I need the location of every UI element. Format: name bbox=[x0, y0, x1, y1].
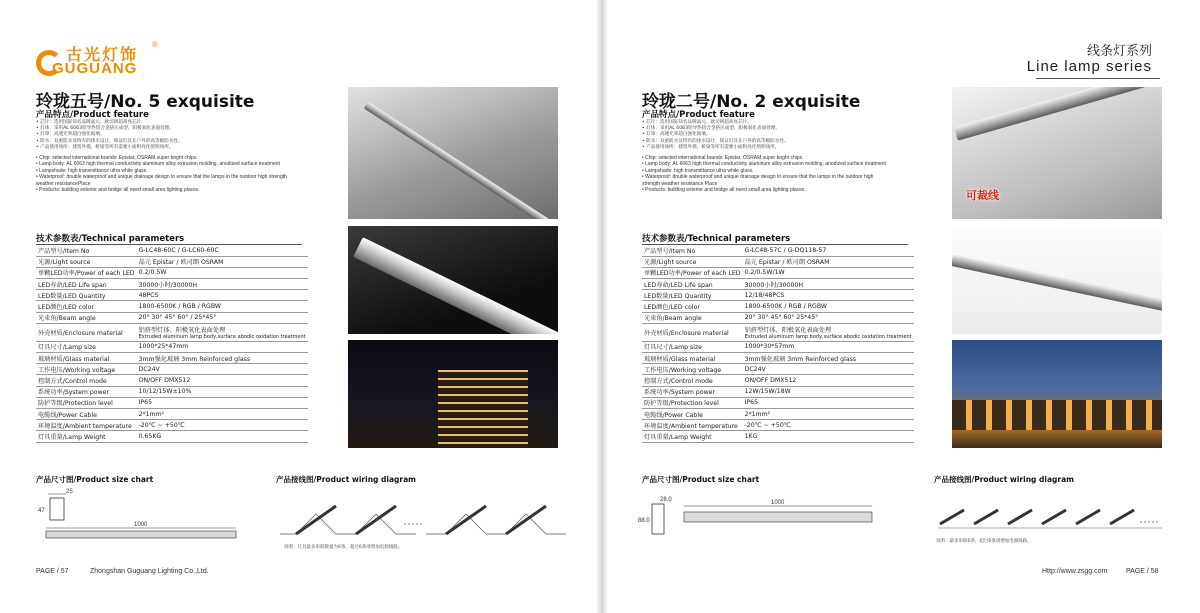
spec-row bbox=[36, 341, 308, 352]
spec-label: 单颗LED功率/Power of each LED bbox=[36, 267, 137, 278]
spec-value bbox=[743, 290, 914, 301]
spec-row bbox=[642, 290, 914, 301]
spec-label: 单颗LED功率/Power of each LED bbox=[642, 267, 743, 278]
spec-value-text: 铝挤型灯体、阳极氧化表面处理 bbox=[744, 326, 832, 334]
lamp-side-view bbox=[46, 531, 236, 538]
spec-value-text: IP65 bbox=[744, 399, 759, 407]
spec-row bbox=[642, 397, 914, 408]
spec-row bbox=[36, 375, 308, 386]
feature-cn-item: • 灯罩：高透光率超白强化玻璃。 bbox=[642, 132, 711, 138]
product-photo-fixture bbox=[348, 87, 558, 219]
lamp-side-view bbox=[684, 512, 872, 522]
spec-label: LED寿命/LED Life span bbox=[642, 279, 743, 290]
spec-row bbox=[36, 397, 308, 408]
spec-value-text: G-LC48-60C / G-LC60-60C bbox=[138, 246, 219, 254]
technical-heading: 技术参数表/Technical parameters bbox=[642, 234, 791, 244]
lamp-bar-shape bbox=[954, 87, 1162, 141]
spec-value-text: 3mm强化玻璃 3mm Reinforced glass bbox=[138, 355, 251, 363]
spec-value bbox=[743, 397, 914, 408]
product-photo-fixture bbox=[952, 87, 1162, 219]
wiring-note: 说明：灯具最多串联数量为6条，超过6条请增加电源线路。 bbox=[284, 545, 403, 550]
spec-value bbox=[743, 312, 914, 323]
spec-value bbox=[743, 301, 914, 312]
series-title-cn: 线条灯系列 bbox=[1086, 44, 1152, 59]
dim-top-label: 25 bbox=[66, 489, 73, 495]
spec-value-text: -20℃ ~ +50℃ bbox=[138, 421, 185, 429]
spec-value-text: IP65 bbox=[138, 399, 153, 407]
size-chart-heading: 产品尺寸图/Product size chart bbox=[36, 475, 154, 484]
feature-list-en bbox=[36, 155, 326, 193]
spec-value-text: 0.2/0.5W/1W bbox=[744, 269, 785, 277]
spec-value-text: 晶元 Epistar / 欧司朗 OSRAM bbox=[138, 259, 224, 267]
spec-value bbox=[137, 420, 308, 431]
lamp-side-shape bbox=[952, 254, 1162, 314]
lamp-bar-shape bbox=[364, 102, 557, 219]
series-title-en: Line lamp series bbox=[1026, 58, 1152, 75]
spec-row bbox=[36, 312, 308, 323]
spec-label: 光束角/Beam angle bbox=[36, 312, 137, 323]
logo-registered-mark: ® bbox=[152, 40, 158, 49]
spec-table bbox=[36, 245, 308, 443]
product-photo-side bbox=[952, 228, 1162, 334]
spec-value-text: 2*1mm² bbox=[744, 410, 771, 418]
dim-length-label: 1000 bbox=[134, 522, 148, 528]
spec-label: 光源/Light source bbox=[36, 256, 137, 267]
spec-label: 控制方式/Control mode bbox=[642, 375, 743, 386]
left-page bbox=[0, 0, 598, 613]
spec-value bbox=[137, 290, 308, 301]
spec-label: 环境温度/Ambient temperature bbox=[642, 420, 743, 431]
feature-en-item: • Chip: selected international brands: Epistar, OSRAM,super bright chips. bbox=[642, 155, 804, 161]
feature-cn-item: • 灯罩：高透光率超白强化玻璃。 bbox=[36, 132, 105, 138]
spec-label: 防护等级/Protection level bbox=[642, 397, 743, 408]
feature-en-item: • Waterproof: double waterproof and unique drainage design to ensure that the lamps in the outdoor high bbox=[642, 174, 874, 181]
size-chart-heading: 产品尺寸图/Product size chart bbox=[642, 475, 760, 484]
size-chart-drawing bbox=[636, 490, 876, 550]
spec-label: 电缆线/Power Cable bbox=[36, 408, 137, 419]
dim-side-label: 47 bbox=[38, 508, 45, 514]
spec-label: 工作电压/Working voltage bbox=[642, 364, 743, 375]
product-photo-closeup bbox=[348, 226, 558, 334]
feature-list-cn bbox=[36, 120, 326, 151]
spec-value-text: 30000小时/30000H bbox=[744, 281, 804, 289]
spec-value bbox=[743, 386, 914, 397]
spec-value bbox=[743, 364, 914, 375]
spec-value bbox=[743, 375, 914, 386]
spec-value-subtext: Extruded aluminum lamp body,surface abodic oxidation treatment bbox=[744, 333, 912, 340]
spec-label: 系统功率/System power bbox=[642, 386, 743, 397]
spec-value bbox=[137, 301, 308, 312]
spec-row bbox=[642, 420, 914, 431]
spec-value-text: ON/OFF DMX512 bbox=[744, 376, 797, 384]
spec-value bbox=[137, 279, 308, 290]
feature-heading: 产品特点/Product feature bbox=[36, 110, 149, 120]
feature-en-item: • Products: building exterior and bridge all need small area lighting places. bbox=[642, 187, 806, 194]
spec-value bbox=[743, 353, 914, 364]
spec-value-text: 晶元 Epistar / 欧司朗 OSRAM bbox=[744, 259, 830, 267]
lit-bridge-shape bbox=[952, 400, 1162, 430]
dim-side-label: 88.0 bbox=[638, 518, 650, 524]
feature-en-item: • Lamp body: AL 6063 high thermal conductivity aluminum alloy extrusion molding, anodized surface treatment bbox=[642, 161, 886, 168]
wiring-heading: 产品接线图/Product wiring diagram bbox=[934, 475, 1074, 484]
spec-value bbox=[743, 341, 914, 352]
spec-value bbox=[743, 323, 914, 341]
spec-value-text: 1800-6500K / RGB / RGBW bbox=[138, 303, 221, 311]
spec-row bbox=[642, 245, 914, 256]
lit-building-shape bbox=[438, 370, 528, 448]
spec-value bbox=[137, 245, 308, 256]
feature-en-item: • Chip: selected international brands: Epistar, OSRAM,super bright chips. bbox=[36, 155, 198, 161]
spec-row bbox=[642, 386, 914, 397]
feature-en-item: weather resistancePlace bbox=[36, 180, 91, 187]
spec-row bbox=[642, 408, 914, 419]
spec-value bbox=[743, 431, 914, 442]
spec-row bbox=[36, 323, 308, 341]
spec-row bbox=[642, 256, 914, 267]
spec-value bbox=[137, 256, 308, 267]
cuttable-badge: 可裁线 bbox=[966, 189, 999, 202]
profile-outline bbox=[50, 498, 64, 520]
right-page bbox=[606, 0, 1200, 613]
feature-list-en bbox=[642, 155, 932, 193]
spec-row bbox=[642, 267, 914, 278]
feature-cn-item: • 防水：双重防水及特有的排水设计，保证灯具在户外的高等级防水性。 bbox=[642, 138, 789, 144]
spec-row bbox=[642, 279, 914, 290]
spec-value-text: 48PCS bbox=[138, 291, 159, 299]
spec-value bbox=[137, 386, 308, 397]
spec-label: 产品型号/Item No bbox=[642, 245, 743, 256]
spec-value bbox=[743, 267, 914, 278]
series-rule bbox=[1036, 78, 1160, 79]
spec-value-text: 3mm强化玻璃 3mm Reinforced glass bbox=[744, 355, 857, 363]
spec-row bbox=[36, 408, 308, 419]
brand-logo bbox=[36, 40, 166, 80]
spec-label: 玻璃材质/Glass material bbox=[36, 353, 137, 364]
spec-row bbox=[642, 341, 914, 352]
spec-row bbox=[642, 301, 914, 312]
spec-label: 系统功率/System power bbox=[36, 386, 137, 397]
feature-en-item: • Lampshade: high transmittance ultra white glass. bbox=[36, 167, 148, 174]
spec-label: 外壳材质/Enclosure material bbox=[36, 323, 137, 341]
feature-cn-item: • 芯片：选用国际知名品牌晶元、欧司朗超高亮芯片。 bbox=[642, 120, 752, 125]
spec-label: LED数量/LED Quantity bbox=[642, 290, 743, 301]
spec-label: 灯具尺寸/Lamp size bbox=[642, 341, 743, 352]
feature-en-item: • Waterproof: double waterproof and unique drainage design to ensure that the lamps in the outdoor high strength bbox=[36, 174, 287, 181]
spec-value bbox=[137, 353, 308, 364]
dim-top-label: 28.0 bbox=[660, 497, 672, 503]
spec-row bbox=[36, 245, 308, 256]
dim-length-label: 1000 bbox=[771, 500, 785, 506]
spec-value bbox=[743, 420, 914, 431]
feature-cn-item: • 产品使用场所：建筑外墙、桥梁等所有需要小面积亮化照明场所。 bbox=[36, 144, 174, 150]
size-chart-drawing bbox=[36, 488, 246, 548]
spec-value-text: 1KG bbox=[744, 432, 758, 440]
feature-en-item: • Products: building exterior and bridge all need small area lighting places. bbox=[36, 187, 200, 194]
spec-value-text: DC24V bbox=[744, 365, 766, 373]
spec-value bbox=[137, 375, 308, 386]
spec-value-text: 1000*30*57mm bbox=[744, 343, 795, 351]
spec-label: 灯具重量/Lamp Weight bbox=[642, 431, 743, 442]
spec-row bbox=[36, 420, 308, 431]
spec-row bbox=[642, 431, 914, 442]
application-photo-building bbox=[348, 340, 558, 448]
wiring-note: 说明：最多串联6条，超过6条请增加电源线路。 bbox=[936, 539, 1032, 544]
spec-value bbox=[137, 397, 308, 408]
spec-label: 控制方式/Control mode bbox=[36, 375, 137, 386]
spec-value bbox=[137, 341, 308, 352]
spec-row bbox=[642, 375, 914, 386]
product-title: 玲珑五号/No. 5 exquisite bbox=[36, 92, 255, 112]
spec-row bbox=[642, 364, 914, 375]
spec-value-text: 20° 30° 45° 60° / 25*45° bbox=[138, 314, 217, 322]
feature-en-item: strength weather resistance Place bbox=[642, 180, 718, 187]
spec-row bbox=[36, 353, 308, 364]
feature-heading: 产品特点/Product feature bbox=[642, 110, 755, 120]
spec-value-text: 铝挤型灯体、阳极氧化表面处理 bbox=[138, 326, 226, 334]
spec-label: 电缆线/Power Cable bbox=[642, 408, 743, 419]
spec-row bbox=[36, 431, 308, 442]
spec-row bbox=[36, 267, 308, 278]
company-name: Zhongshan Guguang Lighting Co.,Ltd. bbox=[90, 568, 209, 575]
spec-value-text: 0.65KG bbox=[138, 432, 162, 440]
spec-value-subtext: Extruded aluminum lamp body,surface abodic oxidation treatment bbox=[138, 333, 306, 340]
profile-outline bbox=[652, 504, 664, 534]
spec-value-text: 30000小时/30000H bbox=[138, 281, 198, 289]
spec-value-text: 1000*25*47mm bbox=[138, 343, 189, 351]
feature-en-item: • Lamp body: AL 6063 high thermal conductivity aluminum alloy extrusion molding, anodized surface treatment bbox=[36, 161, 280, 168]
spec-label: LED寿命/LED Life span bbox=[36, 279, 137, 290]
wiring-diagram bbox=[934, 498, 1166, 534]
feature-en-item: • Lampshade: high transmittance ultra white glass. bbox=[642, 167, 754, 174]
technical-heading: 技术参数表/Technical parameters bbox=[36, 234, 185, 244]
spec-value-text: 1800-6500K / RGB / RGBW bbox=[744, 303, 827, 311]
spec-value bbox=[743, 256, 914, 267]
spec-value-text: DC24V bbox=[138, 365, 160, 373]
spec-label: 玻璃材质/Glass material bbox=[642, 353, 743, 364]
website-url: Http://www.zsgg.com bbox=[1042, 568, 1108, 575]
spec-value bbox=[137, 364, 308, 375]
spec-label: 灯具尺寸/Lamp size bbox=[36, 341, 137, 352]
spec-table bbox=[642, 245, 914, 443]
spec-value-text: 12/18/48PCS bbox=[744, 291, 785, 299]
spec-value-text: -20℃ ~ +50℃ bbox=[744, 421, 791, 429]
spec-value bbox=[137, 323, 308, 341]
spec-label: LED颜色/LED color bbox=[36, 301, 137, 312]
spec-row bbox=[36, 256, 308, 267]
feature-cn-item: • 产品使用场所：建筑外墙、桥梁等所有需要小面积亮化照明场所。 bbox=[642, 144, 780, 150]
product-title: 玲珑二号/No. 2 exquisite bbox=[642, 92, 861, 112]
spec-row bbox=[36, 290, 308, 301]
spec-label: 产品型号/Item No bbox=[36, 245, 137, 256]
spec-value-text: 10/12/15W±10% bbox=[138, 388, 192, 396]
spec-row bbox=[36, 279, 308, 290]
spec-value bbox=[137, 267, 308, 278]
spec-row bbox=[642, 353, 914, 364]
spec-value bbox=[137, 431, 308, 442]
spec-row bbox=[642, 312, 914, 323]
logo-english-name: GUGUANG bbox=[52, 60, 138, 77]
spec-label: 光源/Light source bbox=[642, 256, 743, 267]
logo-chinese-name: 古光灯饰 bbox=[66, 45, 139, 64]
spec-value-text: 0.2/0.5W bbox=[138, 269, 167, 277]
spec-label: LED颜色/LED color bbox=[642, 301, 743, 312]
spec-row bbox=[642, 323, 914, 341]
feature-list-cn bbox=[642, 120, 932, 151]
spec-value bbox=[743, 245, 914, 256]
spec-value bbox=[743, 279, 914, 290]
page-number: PAGE / 57 bbox=[36, 568, 69, 575]
wiring-diagram bbox=[276, 494, 576, 538]
spec-row bbox=[36, 364, 308, 375]
spec-label: 光束角/Beam angle bbox=[642, 312, 743, 323]
spec-label: 环境温度/Ambient temperature bbox=[36, 420, 137, 431]
lamp-closeup-shape bbox=[353, 237, 558, 334]
spec-label: 灯具重量/Lamp Weight bbox=[36, 431, 137, 442]
wiring-heading: 产品接线图/Product wiring diagram bbox=[276, 475, 416, 484]
spec-value bbox=[137, 408, 308, 419]
spec-label: 外壳材质/Enclosure material bbox=[642, 323, 743, 341]
spec-label: LED数量/LED Quantity bbox=[36, 290, 137, 301]
spec-row bbox=[36, 301, 308, 312]
spec-label: 防护等级/Protection level bbox=[36, 397, 137, 408]
spec-value-text: G-LC48-57C / G-DQ118-57 bbox=[744, 246, 827, 254]
spec-value-text: 20° 30° 45° 60° 25*45° bbox=[744, 314, 819, 322]
spec-value-text: 2*1mm² bbox=[138, 410, 165, 418]
spec-label: 工作电压/Working voltage bbox=[36, 364, 137, 375]
spec-value-text: ON/OFF DMX512 bbox=[138, 376, 191, 384]
feature-cn-item: • 芯片：选用国际知名品牌晶元、欧司朗超高亮芯片。 bbox=[36, 120, 146, 125]
spec-value bbox=[137, 312, 308, 323]
feature-cn-item: • 灯体：采用AL 6063铝导热铝合金挤压成型、阳极氧化表面处理。 bbox=[36, 126, 174, 132]
feature-cn-item: • 灯体：采用AL 6063铝导热铝合金挤压成型、阳极氧化表面处理。 bbox=[642, 126, 780, 132]
spec-value bbox=[743, 408, 914, 419]
feature-cn-item: • 防水：双重防水及特有的排水设计，保证灯具在户外的高等级防水性。 bbox=[36, 138, 183, 144]
spec-row bbox=[36, 386, 308, 397]
page-number: PAGE / 58 bbox=[1126, 568, 1159, 575]
application-photo-bridge bbox=[952, 340, 1162, 448]
spec-value-text: 12W/15W/18W bbox=[744, 388, 791, 396]
